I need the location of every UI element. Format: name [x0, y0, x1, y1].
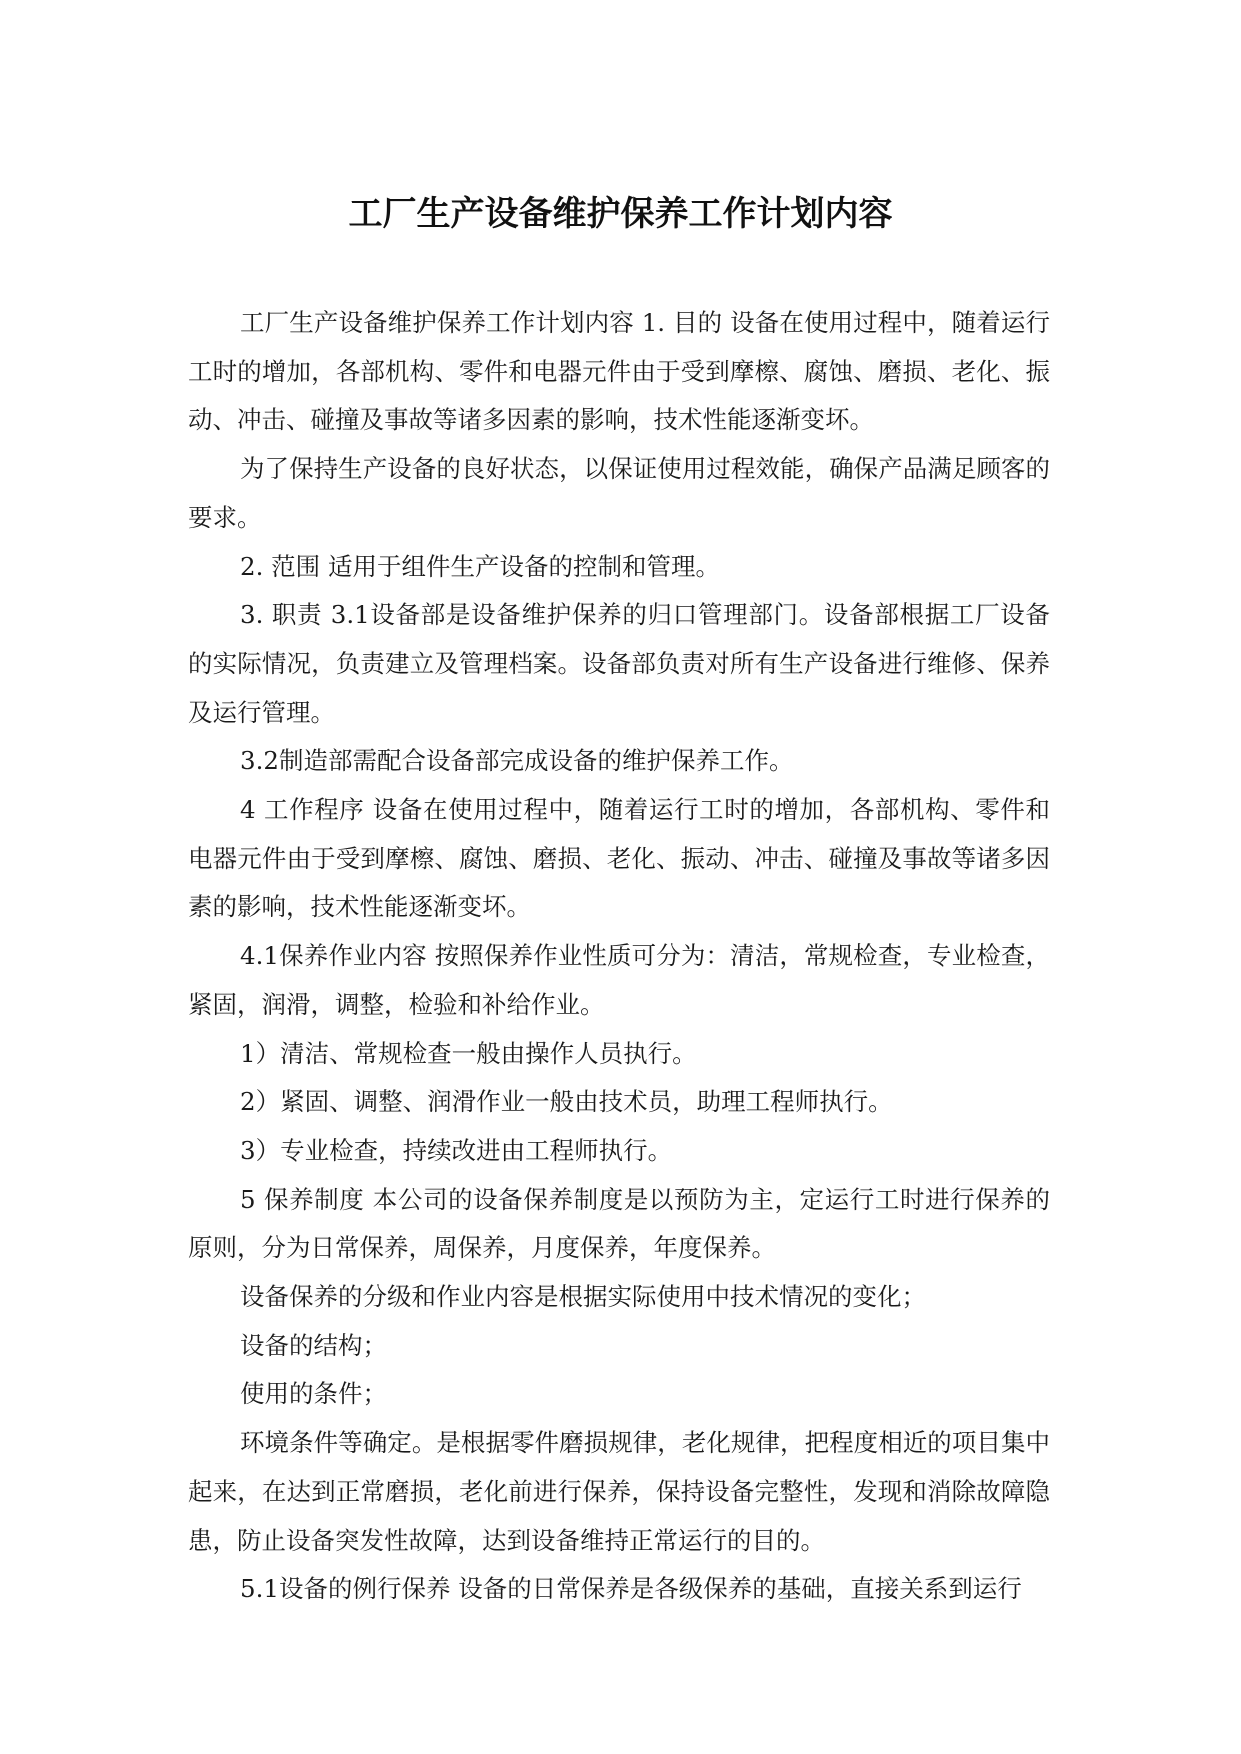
- paragraph: 环境条件等确定。是根据零件磨损规律，老化规律，把程度相近的项目集中起来，在达到正常磨损，老化前进行保养，保持设备完整性，发现和消除故障隐患，防止设备突发性故障，达到设备维持正常运行的目的。: [188, 1428, 1050, 1555]
- paragraph: 2. 范围 适用于组件生产设备的控制和管理。: [240, 551, 720, 581]
- list-item: 2）紧固、调整、润滑作业一般由技术员，助理工程师执行。: [240, 1087, 893, 1117]
- paragraph: 4.1保养作业内容 按照保养作业性质可分为：清洁，常规检查，专业检查，紧固，润滑，调整，检验和补给作业。: [188, 941, 1050, 1019]
- paragraph: 5 保养制度 本公司的设备保养制度是以预防为主，定运行工时进行保养的原则，分为日常保养，周保养，月度保养，年度保养。: [188, 1184, 1050, 1263]
- paragraph: 使用的条件；: [240, 1379, 387, 1409]
- document-title: 工厂生产设备维护保养工作计划内容: [348, 194, 893, 234]
- paragraph: 设备的结构；: [240, 1330, 387, 1360]
- paragraph: 4 工作程序 设备在使用过程中，随着运行工时的增加，各部机构、零件和电器元件由于受到摩檫、腐蚀、磨损、老化、振动、冲击、碰撞及事故等诸多因素的影响，技术性能逐渐变坏。: [188, 795, 1050, 922]
- paragraph: 3. 职责 3.1设备部是设备维护保养的归口管理部门。设备部根据工厂设备的实际情况，负责建立及管理档案。设备部负责对所有生产设备进行维修、保养及运行管理。: [188, 600, 1050, 727]
- list-item: 3）专业检查，持续改进由工程师执行。: [240, 1135, 673, 1165]
- paragraph: 工厂生产设备维护保养工作计划内容 1. 目的 设备在使用过程中，随着运行工时的增加，各部机构、零件和电器元件由于受到摩檫、腐蚀、磨损、老化、振动、冲击、碰撞及事故等诸多因素的影响，技术性能逐渐变坏。: [188, 308, 1050, 435]
- paragraph: 设备保养的分级和作业内容是根据实际使用中技术情况的变化；: [240, 1282, 926, 1312]
- document-body: [188, 299, 1050, 1614]
- paragraph: 5.1设备的例行保养 设备的日常保养是各级保养的基础，直接关系到运行: [240, 1574, 1022, 1604]
- paragraph: 3.2制造部需配合设备部完成设备的维护保养工作。: [240, 746, 794, 776]
- list-item: 1）清洁、常规检查一般由操作人员执行。: [240, 1038, 697, 1068]
- paragraph: 为了保持生产设备的良好状态，以保证使用过程效能，确保产品满足顾客的要求。: [188, 454, 1050, 532]
